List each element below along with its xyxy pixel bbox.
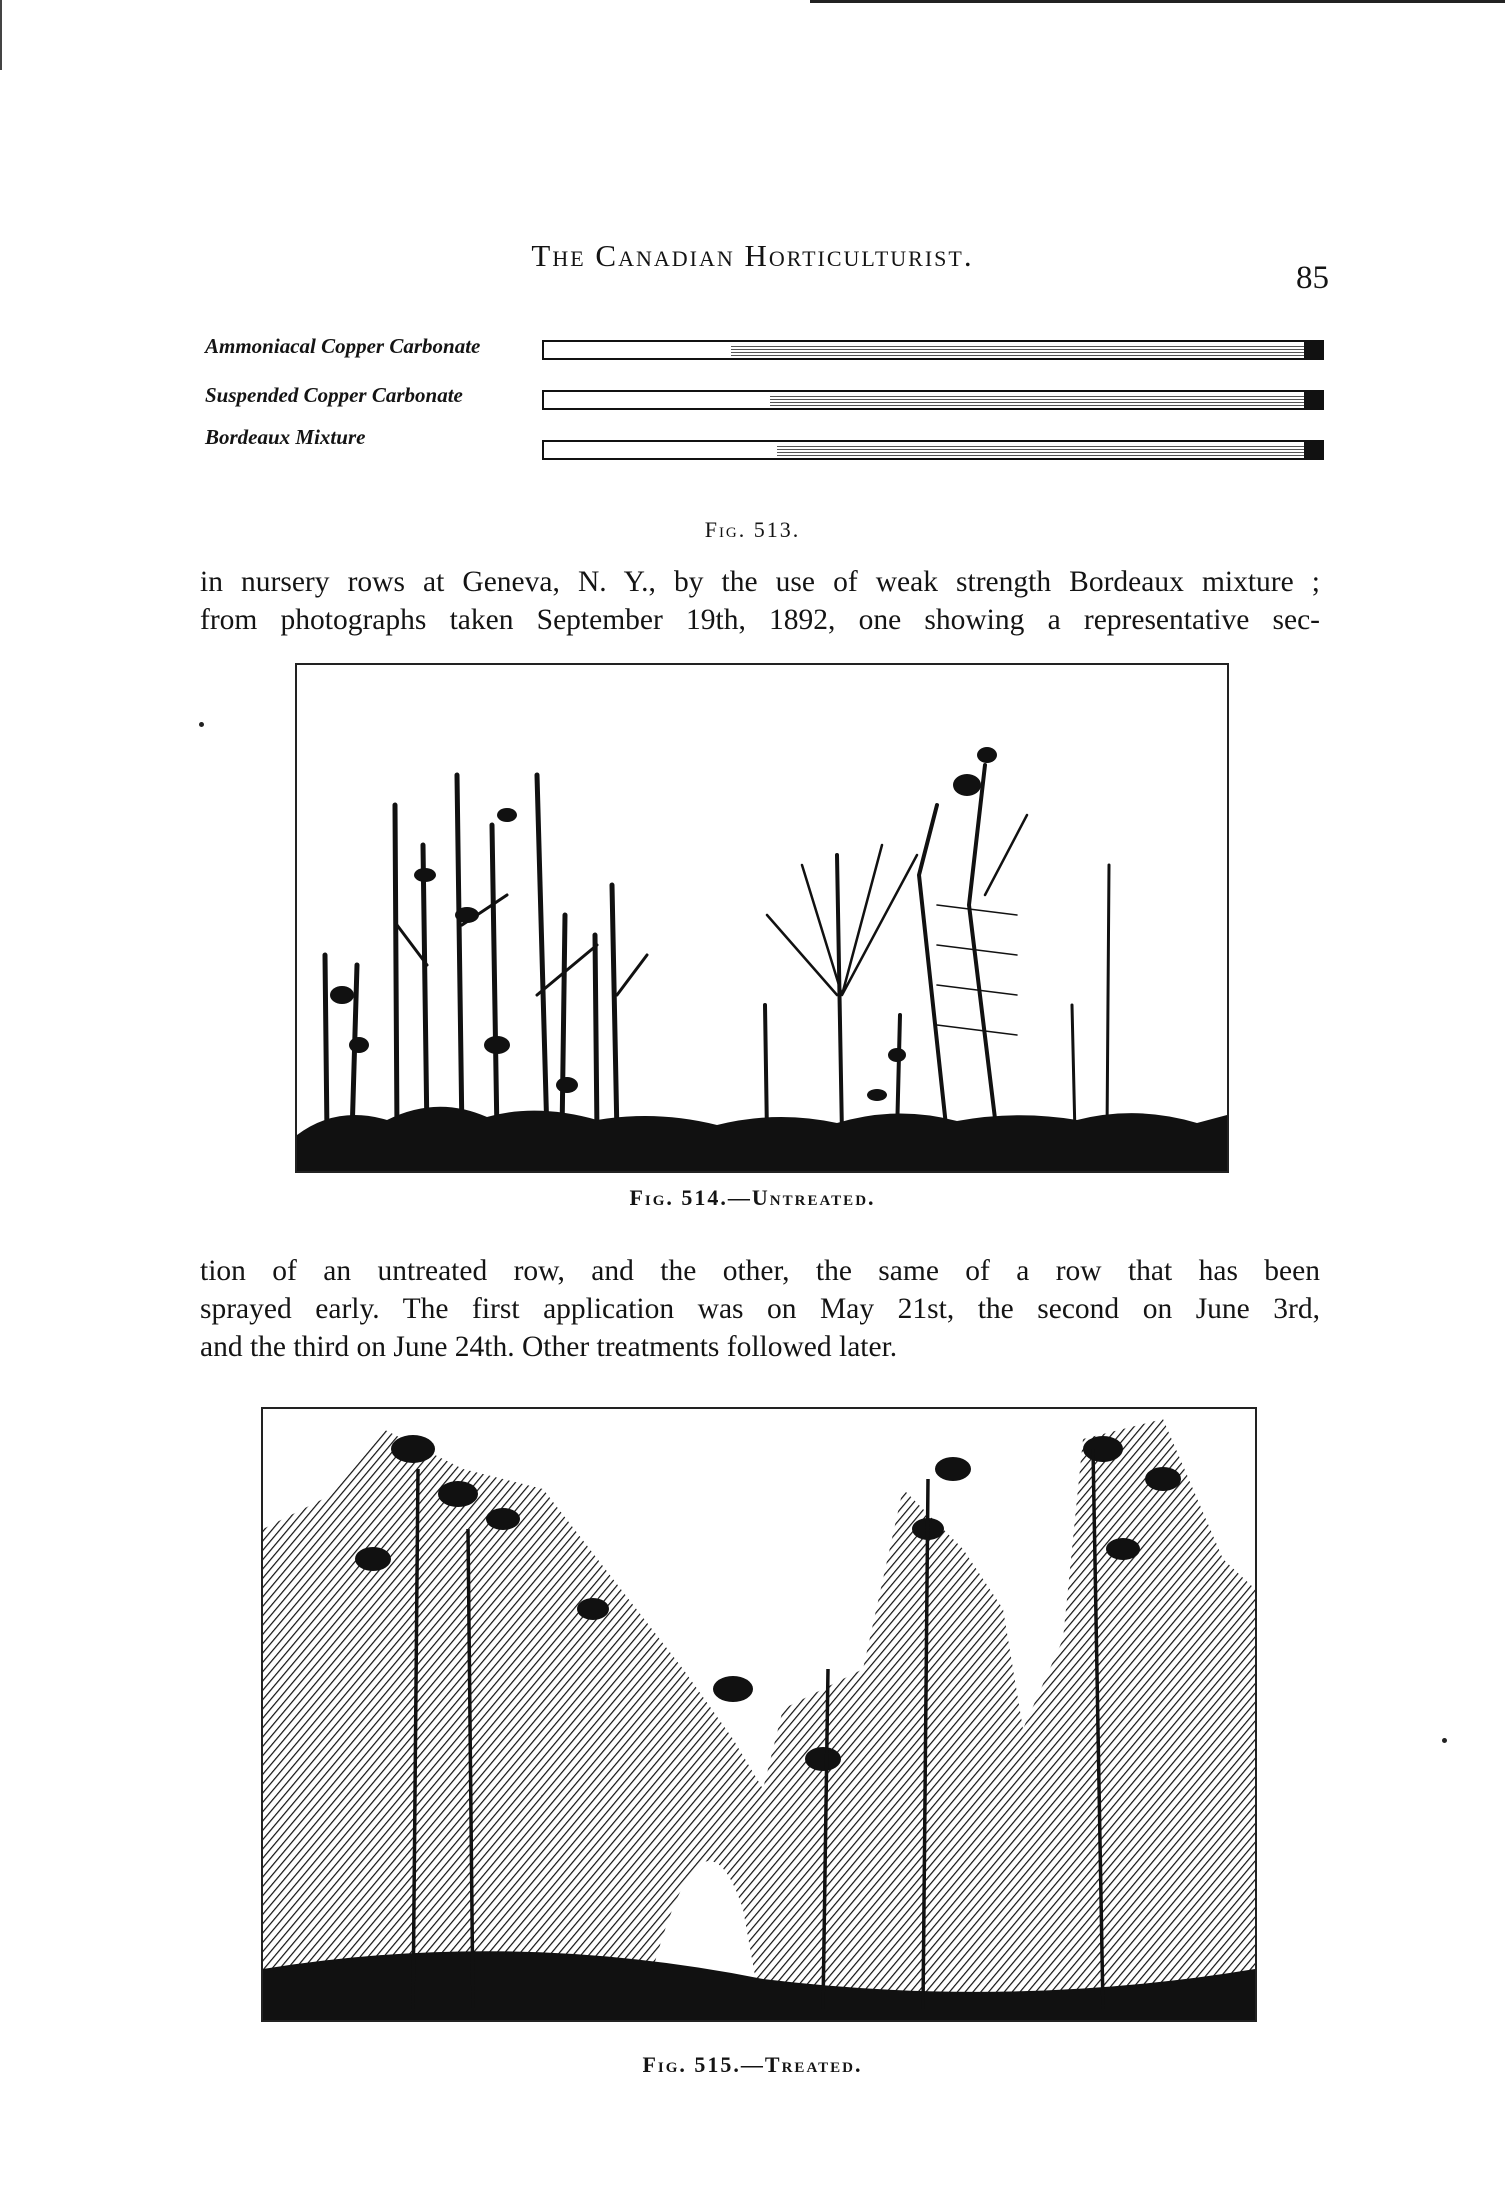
ink-speck [1442,1738,1447,1743]
ink-speck [199,722,204,727]
text-line: tion of an untreated row, and the other, the same of a row that has been [200,1255,1320,1287]
paragraph-2 [200,1252,1320,1366]
fig-515-plate-treated [261,1407,1257,2022]
bar-end-cap [1304,342,1322,358]
text-line: and the third on June 24th. Other treatments followed later. [200,1331,898,1363]
fig-514-plate-untreated [295,663,1229,1173]
text-line: in nursery rows at Geneva, N. Y., by the use of weak strength Bordeaux mixture ; [200,566,1320,598]
bar-end-cap [1304,392,1322,408]
paragraph-1 [200,563,1320,639]
bar-hatch [770,394,1304,406]
page-number: 85 [1296,260,1329,296]
bar-label-suspended: Suspended Copper Carbonate [205,383,463,407]
left-edge-rule [0,0,2,70]
fig-514-caption: Fig. 514.—Untreated. [629,1185,876,1210]
fig-515-caption: Fig. 515.—Treated. [642,2052,863,2077]
fig-513-caption: Fig. 513. [704,517,801,542]
bar-end-cap [1304,442,1322,458]
text-line: from photographs taken September 19th, 1892, one showing a representative sec- [200,604,1320,636]
bar-suspended [542,390,1324,410]
treated-illustration [263,1409,1255,2020]
bar-label-ammoniacal: Ammoniacal Copper Carbonate [205,334,481,358]
bar-hatch [731,344,1304,356]
running-title: The Canadian Horticulturist. [531,238,974,273]
bar-bordeaux [542,440,1324,460]
text-line: sprayed early. The first application was on May 21st, the second on June 3rd, [200,1293,1320,1325]
untreated-illustration [297,665,1227,1171]
bar-hatch [777,444,1304,456]
bar-ammoniacal [542,340,1324,360]
top-edge-rule [810,0,1505,3]
bar-label-bordeaux: Bordeaux Mixture [205,425,366,449]
